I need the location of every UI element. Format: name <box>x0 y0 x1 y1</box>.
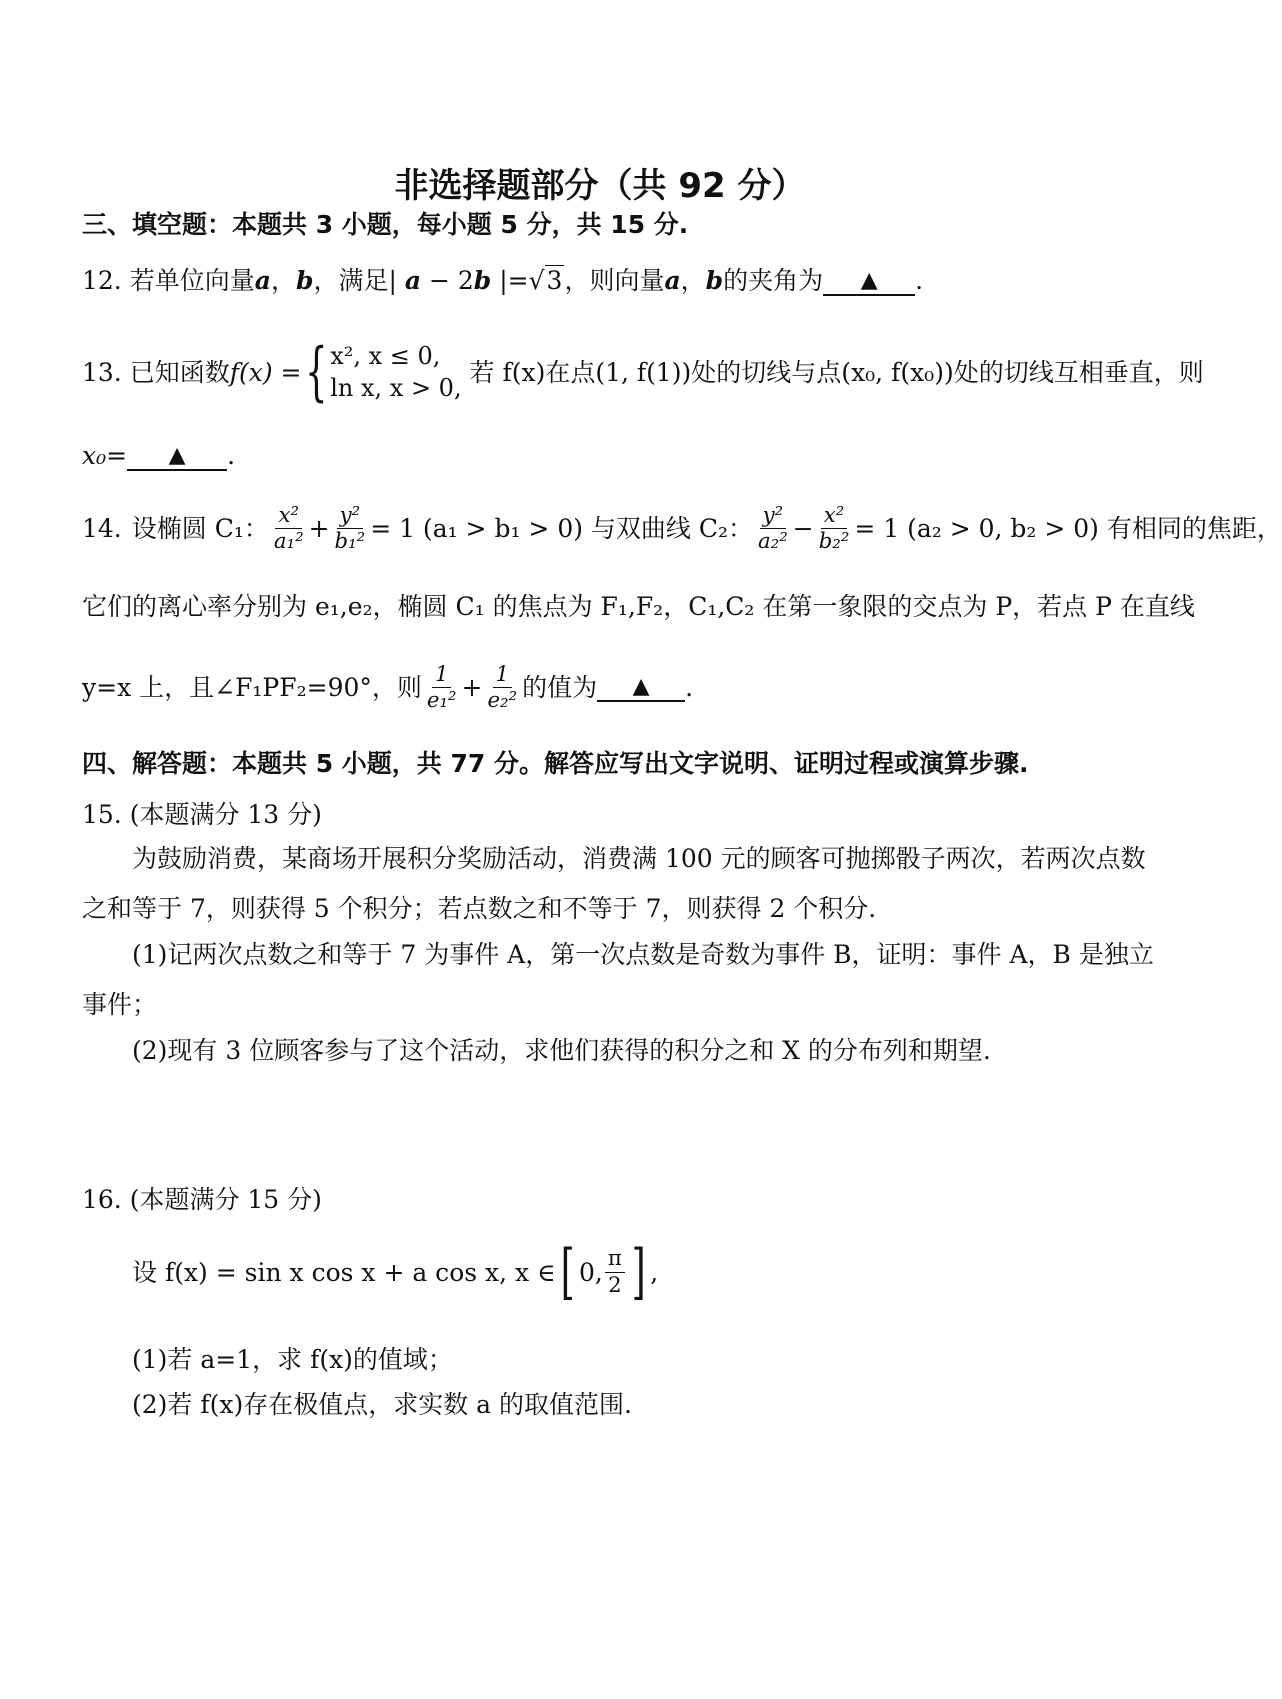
q12-tail: 的夹角为 <box>723 266 824 295</box>
q14-frac5-den: e₁² <box>426 688 457 714</box>
q14-frac1-num: x² <box>275 505 302 529</box>
q12-vec-a: a <box>254 266 271 295</box>
q13-cases <box>330 340 461 405</box>
question-13-line-2 <box>82 443 235 471</box>
section-4-heading: 四、解答题：本题共 5 小题，共 77 分。解答应写出文字说明、证明过程或演算步骤. <box>82 749 1029 778</box>
section-3-heading: 三、填空题：本题共 3 小题，每小题 5 分，共 15 分. <box>82 210 689 239</box>
q13-number: 13. <box>82 357 122 387</box>
q16-frac-pi-2 <box>605 1248 625 1296</box>
q12-answer-blank[interactable] <box>823 268 915 296</box>
q12-sqrt-sign: √ <box>528 266 545 295</box>
q12-cond-close: |= <box>491 266 529 295</box>
question-13 <box>82 335 1204 410</box>
q14-frac2-num: y² <box>337 505 364 529</box>
q13-answer-blank[interactable] <box>127 443 227 471</box>
q14-number: 14. <box>82 514 122 544</box>
q13-pre: 已知函数 <box>129 357 230 387</box>
q14-frac-1-e1 <box>424 664 460 712</box>
q16-definition <box>132 1237 659 1307</box>
q12-sqrt-value: 3 <box>546 266 563 295</box>
q14-pre: 设椭圆 C₁： <box>131 514 269 544</box>
q14-frac3-den: a₂² <box>758 529 788 555</box>
q14-line3-pre: y=x 上，且∠F₁PF₂=90°，则 <box>82 673 422 703</box>
q16-def-end: , <box>650 1257 659 1287</box>
q13-case-2: ln x, x > 0, <box>330 374 462 403</box>
q12-vec-b2: b <box>705 266 724 295</box>
q13-end: . <box>227 441 236 470</box>
q16-two: 2 <box>608 1272 622 1298</box>
q16-left-bracket: [ <box>560 1237 575 1307</box>
q14-frac4-den: b₂² <box>818 529 850 555</box>
triangle-icon: ▲ <box>860 268 878 293</box>
q13-condition: 若 f(x)在点(1, f(1))处的切线与点(x₀, f(x₀))处的切线互相垂直，则 <box>469 357 1204 387</box>
q14-line-3 <box>82 664 693 712</box>
q14-frac2-den: b₁² <box>334 529 366 555</box>
q16-right-bracket: ] <box>631 1237 646 1307</box>
q14-frac-y2-a2 <box>755 505 791 553</box>
q15-sub-1: (1)记两次点数之和等于 7 为事件 A，第一次点数是奇数为事件 B，证明：事件 A，B 是独立 <box>132 940 1154 969</box>
q14-frac4-num: x² <box>821 505 848 529</box>
q12-cond-open: | <box>388 266 405 295</box>
q14-line-2: 它们的离心率分别为 e₁,e₂，椭圆 C₁ 的焦点为 F₁,F₂，C₁,C₂ 在第一象限的交点为 P，若点 P 在直线 <box>82 592 1195 621</box>
q14-frac-x2-b2 <box>816 505 853 553</box>
q14-eq2: = 1 (a₂ > 0, b₂ > 0) 有相同的焦距， <box>854 514 1282 544</box>
q16-interval-low: 0, <box>578 1257 603 1287</box>
q16-header: 16. (本题满分 15 分) <box>82 1185 322 1214</box>
q15-paragraph-2: 之和等于 7，则获得 5 个积分；若点数之和不等于 7，则获得 2 个积分. <box>82 894 877 923</box>
q13-brace: { <box>304 335 328 410</box>
q14-frac6-den: e₂² <box>487 688 518 714</box>
q14-frac6-num: 1 <box>493 664 513 688</box>
q13-x0-label: x₀= <box>82 441 128 470</box>
question-14 <box>82 505 1282 553</box>
q16-sub-1: (1)若 a=1，求 f(x)的值域； <box>132 1345 453 1374</box>
q15-header: 15. (本题满分 13 分) <box>82 800 322 829</box>
q12-mid: ，满足 <box>313 266 389 295</box>
q14-plus2: + <box>461 673 483 703</box>
q12-sep2: ， <box>680 266 706 295</box>
q14-frac-y2-b1 <box>332 505 369 553</box>
q12-sep: ， <box>270 266 296 295</box>
q15-sub-2: (2)现有 3 位顾客参与了这个活动，求他们获得的积分之和 X 的分布列和期望. <box>132 1036 991 1065</box>
triangle-icon: ▲ <box>168 443 186 468</box>
q14-plus: + <box>308 514 330 544</box>
q14-end: . <box>685 673 694 703</box>
q15-sub-1-cont: 事件； <box>82 990 158 1019</box>
q15-paragraph-1: 为鼓励消费，某商场开展积分奖励活动，消费满 100 元的顾客可抛掷骰子两次，若两次点数 <box>132 844 1146 873</box>
q13-case-1: x², x ≤ 0, <box>330 342 441 370</box>
q12-after: ，则向量 <box>564 266 665 295</box>
q12-cond-minus: − 2 <box>421 266 474 295</box>
page-title: 非选择题部分（共 92 分） <box>394 166 806 206</box>
q14-frac3-num: y² <box>760 505 787 529</box>
q12-end: . <box>915 266 924 295</box>
triangle-icon: ▲ <box>632 673 650 699</box>
q14-eq1: = 1 (a₁ > b₁ > 0) 与双曲线 C₂： <box>370 514 754 544</box>
q12-pre: 若单位向量 <box>129 266 255 295</box>
q13-function: f(x) = <box>229 357 302 387</box>
q14-frac1-den: a₁² <box>273 529 304 555</box>
q16-pi: π <box>605 1248 625 1272</box>
q14-line3-tail: 的值为 <box>522 673 598 703</box>
q14-frac-x2-a1 <box>271 505 307 553</box>
q14-frac-1-e2 <box>484 664 520 712</box>
q14-minus: − <box>792 514 814 544</box>
q12-vec-b: b <box>295 266 314 295</box>
q12-cond-a: a <box>404 266 422 295</box>
q12-cond-b: b <box>473 266 492 295</box>
q16-def-pre: 设 f(x) = sin x cos x + a cos x, x ∈ <box>132 1257 556 1287</box>
q16-sub-2: (2)若 f(x)存在极值点，求实数 a 的取值范围. <box>132 1390 632 1419</box>
q12-vec-a2: a <box>664 266 681 295</box>
q14-answer-blank[interactable] <box>597 674 685 702</box>
q14-frac5-num: 1 <box>432 664 452 688</box>
question-12 <box>82 268 923 296</box>
q12-number: 12. <box>82 266 122 295</box>
